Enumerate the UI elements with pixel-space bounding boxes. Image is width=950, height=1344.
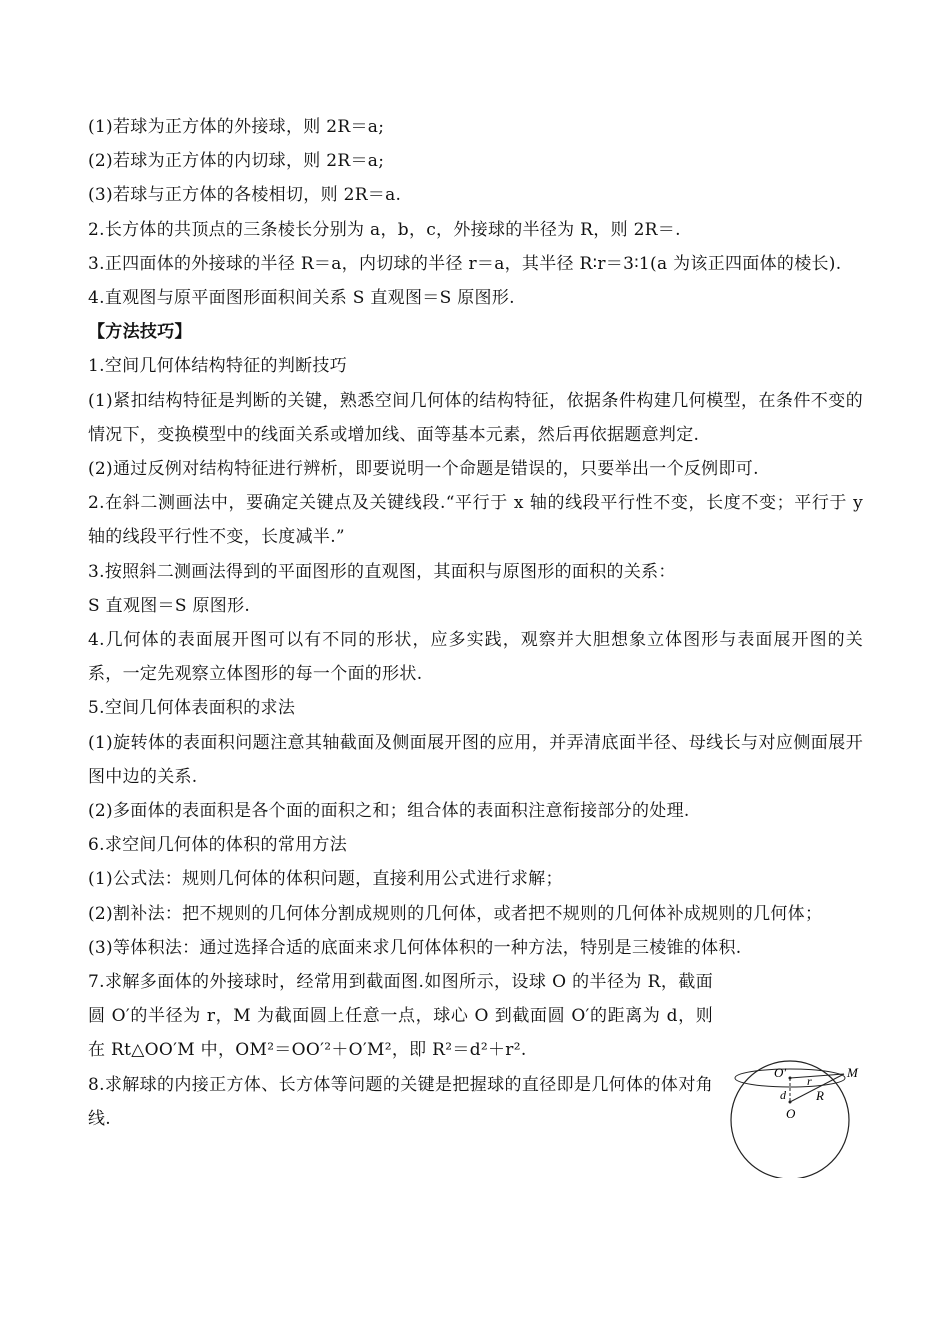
tip-3-formula: S 直观图＝S 原图形. — [88, 595, 251, 616]
sphere-cross-section-figure — [728, 1058, 868, 1178]
label-o-prime: O′ — [774, 1065, 787, 1080]
text-line-1: (1)若球为正方体的外接球，则 2R＝a; — [88, 117, 385, 137]
section-heading: 【方法技巧】 — [88, 322, 192, 343]
tip-7: 7.求解多面体的外接球时，经常用到截面图.如图所示，设球 O 的半径为 R，截面圆 O′的半径为 r，M 为截面圆上任意一点，球心 O 到截面圆 O′的距离为 d，则在 Rt△OO′M 中，OM²＝OO′²＋O′M²，即 R²＝d²＋r². — [88, 972, 713, 1061]
tip-6-1: (1)公式法：规则几何体的体积问题，直接利用公式进行求解； — [88, 869, 563, 890]
text-line-4: 2.长方体的共顶点的三条棱长分别为 a，b，c，外接球的半径为 R，则 2R＝. — [88, 219, 681, 240]
tip-6-2: (2)割补法：把不规则的几何体分割成规则的几何体，或者把不规则的几何体补成规则的几何体； — [88, 903, 823, 924]
text-line-6: 4.直观图与原平面图形面积间关系 S 直观图＝S 原图形. — [88, 288, 515, 309]
tip-6-title: 6.求空间几何体的体积的常用方法 — [88, 835, 348, 856]
tip-1-title: 1.空间几何体结构特征的判断技巧 — [88, 356, 348, 377]
tip-8: 8.求解球的内接正方体、长方体等问题的关键是把握球的直径即是几何体的体对角线. — [88, 1074, 713, 1129]
tip-5-title: 5.空间几何体表面积的求法 — [88, 698, 296, 719]
radius-r-line — [790, 1074, 844, 1078]
center-o-point — [789, 1101, 792, 1104]
tip-4: 4.几何体的表面展开图可以有不同的形状，应多实践，观察并大胆想象立体图形与表面展开图的关系，一定先观察立体图形的每一个面的形状. — [88, 630, 863, 685]
tip-5-2: (2)多面体的表面积是各个面的面积之和；组合体的表面积注意衔接部分的处理. — [88, 801, 690, 822]
label-m: M — [847, 1065, 858, 1080]
tip-3: 3.按照斜二测画法得到的平面图形的直观图，其面积与原图形的面积的关系： — [88, 561, 676, 582]
tip-6-3: (3)等体积法：通过选择合适的底面来求几何体体积的一种方法，特别是三棱锥的体积. — [88, 937, 742, 958]
sphere-diagram — [728, 1058, 868, 1178]
label-d: d — [780, 1088, 786, 1102]
tip-2: 2.在斜二测画法中，要确定关键点及关键线段.“平行于 x 轴的线段平行性不变，长度不变；平行于 y 轴的线段平行性不变，长度减半.” — [88, 493, 863, 548]
document-body — [88, 110, 863, 1136]
text-line-2: (2)若球为正方体的内切球，则 2R＝a; — [88, 151, 385, 172]
tip-1-1: (1)紧扣结构特征是判断的关键，熟悉空间几何体的结构特征，依据条件构建几何模型，在条件不变的情况下，变换模型中的线面关系或增加线、面等基本元素，然后再依据题意判定. — [88, 390, 863, 445]
label-o: O — [786, 1106, 796, 1121]
text-line-3: (3)若球与正方体的各棱相切，则 2R＝a. — [88, 185, 402, 206]
tip-5-1: (1)旋转体的表面积问题注意其轴截面及侧面展开图的应用，并弄清底面半径、母线长与对应侧面展开图中边的关系. — [88, 732, 863, 787]
tip-1-2: (2)通过反例对结构特征进行辨析，即要说明一个命题是错误的，只要举出一个反例即可. — [88, 459, 759, 480]
label-r: r — [807, 1074, 812, 1088]
text-line-5: 3.正四面体的外接球的半径 R＝a，内切球的半径 r＝a，其半径 R∶r＝3∶1(a 为该正四面体的棱长). — [88, 253, 842, 274]
center-o-prime-point — [789, 1077, 792, 1080]
label-big-r: R — [816, 1088, 824, 1103]
